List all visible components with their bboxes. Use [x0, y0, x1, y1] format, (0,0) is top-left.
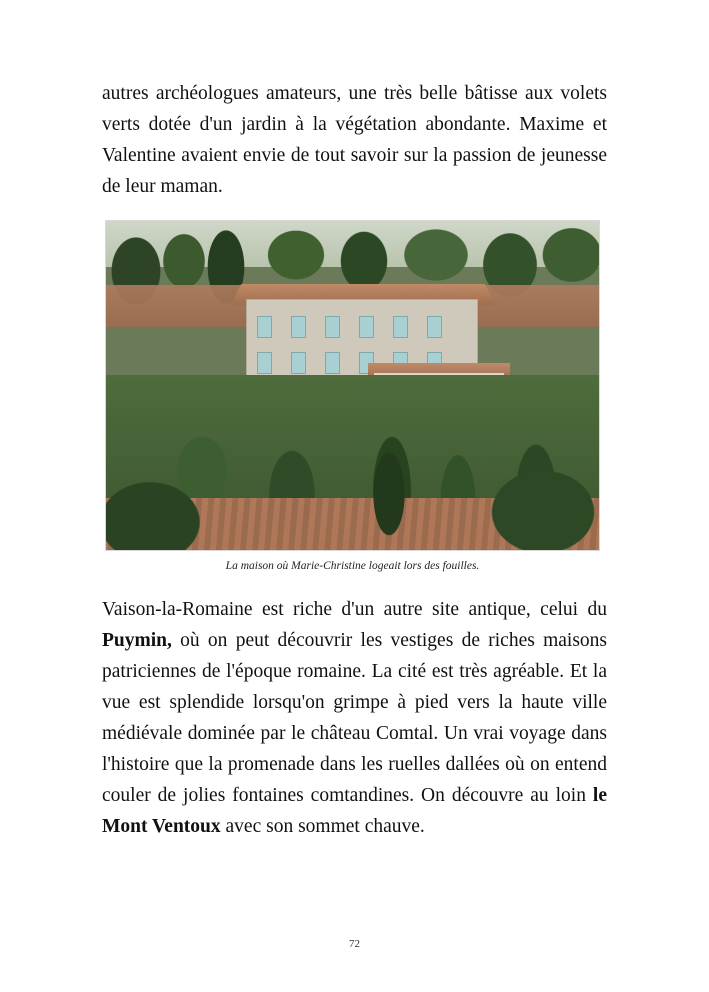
- page-number: 72: [349, 938, 360, 950]
- photo-foreground-bush-right: [473, 446, 600, 550]
- term-mont-ventoux: le Mont Ventoux: [102, 785, 607, 837]
- figure-caption: La maison où Marie-Christine logeait lors des fouilles.: [225, 560, 480, 572]
- paragraph-bottom-seg3: avec son sommet chauve.: [220, 816, 425, 837]
- paragraph-bottom: [102, 572, 607, 842]
- photo-house: [105, 220, 600, 551]
- paragraph-bottom-seg2: où on peut découvrir les vestiges de riches maisons patriciennes de l'époque romaine. La cité est très agréable. Et la vue est splendide lorsqu'on grimpe à pied vers la haute ville médiévale dominée par le château Comtal. Un vrai voyage dans l'histoire que la promenade dans les ruelles dallées où on entend couler de jolies fontaines comtandines. On découvre au loin: [102, 630, 607, 806]
- photo-foreground-cypress: [366, 438, 412, 548]
- paragraph-bottom-seg1: Vaison-la-Romaine est riche d'un autre site antique, celui du: [102, 599, 607, 620]
- photo-foreground-bush-left: [105, 462, 220, 550]
- paragraph-top: autres archéologues amateurs, une très belle bâtisse aux volets verts dotée d'un jardin à la végétation abondante. Maxime et Valentine avaient envie de tout savoir sur la passion de jeunesse de leur maman.: [102, 83, 607, 197]
- term-puymin: Puymin,: [102, 630, 172, 651]
- figure: [105, 220, 600, 572]
